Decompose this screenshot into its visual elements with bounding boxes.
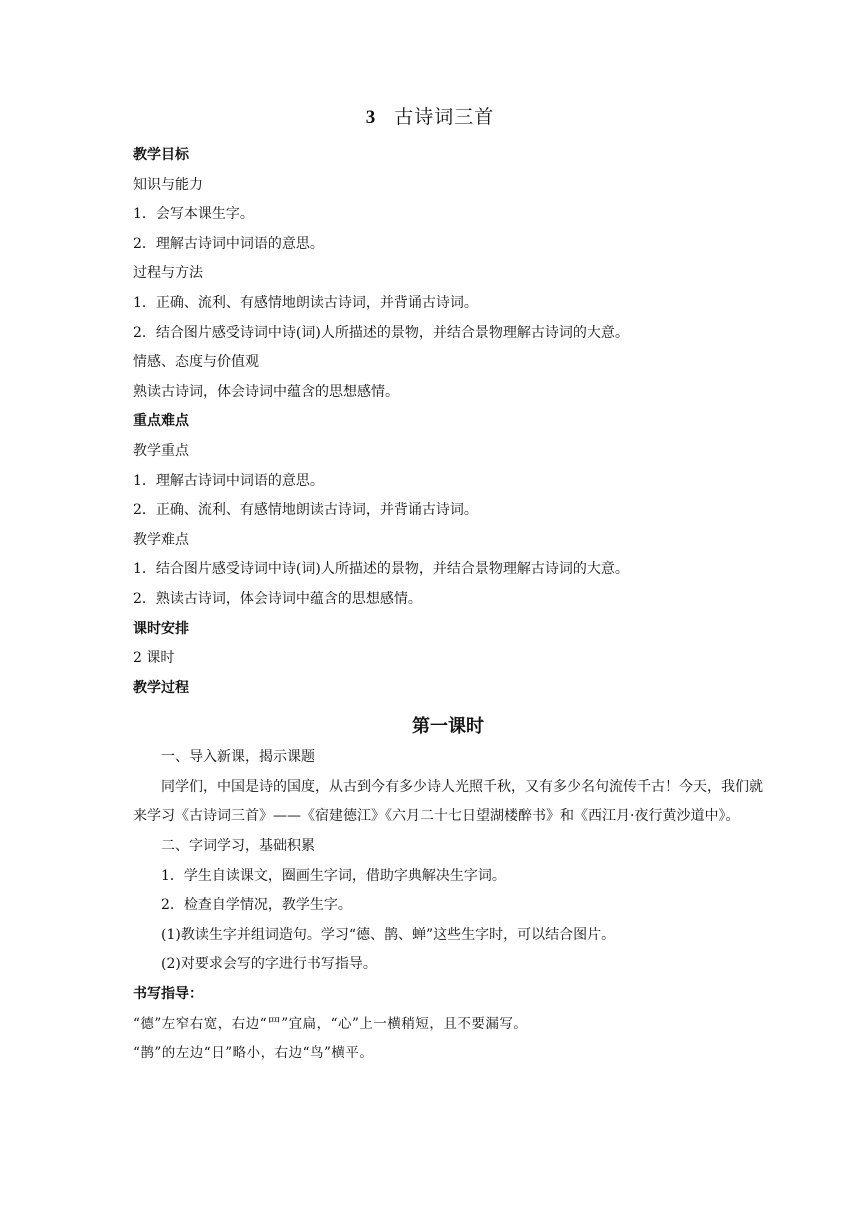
difficulties-heading: 重点难点	[133, 413, 189, 430]
knowledge-item: 1．会写本课生字。	[133, 206, 254, 223]
lesson1-step2: 二、字词学习，基础积累	[161, 838, 315, 855]
hard-label: 教学难点	[133, 531, 189, 548]
schedule-value: 2 课时	[133, 650, 175, 667]
process-item: 2．结合图片感受诗词中诗(词)人所描述的景物，并结合景物理解古诗词的大意。	[133, 324, 629, 341]
lesson1-intro: 同学们，中国是诗的国度，从古到今有多少诗人光照千秋，又有多少名句流传千古！今天，我们就来学习《古诗词三首》——《宿建德江》《六月二十七日望湖楼醉书》和《西江月·夜行黄沙道中》。	[133, 778, 763, 825]
knowledge-label: 知识与能力	[133, 176, 203, 193]
process-label: 过程与方法	[133, 265, 203, 282]
document-title	[0, 102, 860, 129]
knowledge-item: 2．理解古诗词中词语的意思。	[133, 235, 324, 252]
lesson-number: 3	[365, 107, 377, 128]
key-item: 2．正确、流利、有感情地朗读古诗词，并背诵古诗词。	[133, 502, 478, 519]
lesson1-item: (2)对要求会写的字进行书写指导。	[161, 956, 377, 973]
emotion-item: 熟读古诗词，体会诗词中蕴含的思想感情。	[133, 383, 399, 400]
schedule-heading: 课时安排	[133, 620, 189, 637]
lesson1-item: 1．学生自读课文，圈画生字词，借助字典解决生字词。	[161, 867, 506, 884]
lesson-title: 古诗词三首	[394, 106, 495, 128]
lesson1-step1: 一、导入新课，揭示课题	[161, 749, 315, 766]
writing-item: “鹊”的左边“日”略小，右边“鸟”横平。	[133, 1045, 374, 1062]
process-heading: 教学过程	[133, 679, 189, 696]
hard-item: 1．结合图片感受诗词中诗(词)人所描述的景物，并结合景物理解古诗词的大意。	[133, 561, 629, 578]
lesson1-title: 第一课时	[412, 716, 484, 738]
process-item: 1．正确、流利、有感情地朗读古诗词，并背诵古诗词。	[133, 294, 478, 311]
objectives-heading: 教学目标	[133, 147, 189, 163]
writing-heading: 书写指导：	[133, 986, 203, 1003]
lesson1-item: 2．检查自学情况，教学生字。	[161, 897, 352, 914]
lesson1-item: (1)教读生字并组词造句。学习“德、鹊、蝉”这些生字时，可以结合图片。	[161, 926, 616, 943]
emotion-label: 情感、态度与价值观	[133, 354, 259, 371]
document-body	[133, 141, 763, 1069]
writing-item: “德”左窄右宽，右边“罒”宜扁，“心”上一横稍短，且不要漏写。	[133, 1015, 528, 1032]
key-label: 教学重点	[133, 442, 189, 459]
hard-item: 2．熟读古诗词，体会诗词中蕴含的思想感情。	[133, 590, 422, 607]
key-item: 1．理解古诗词中词语的意思。	[133, 472, 324, 489]
